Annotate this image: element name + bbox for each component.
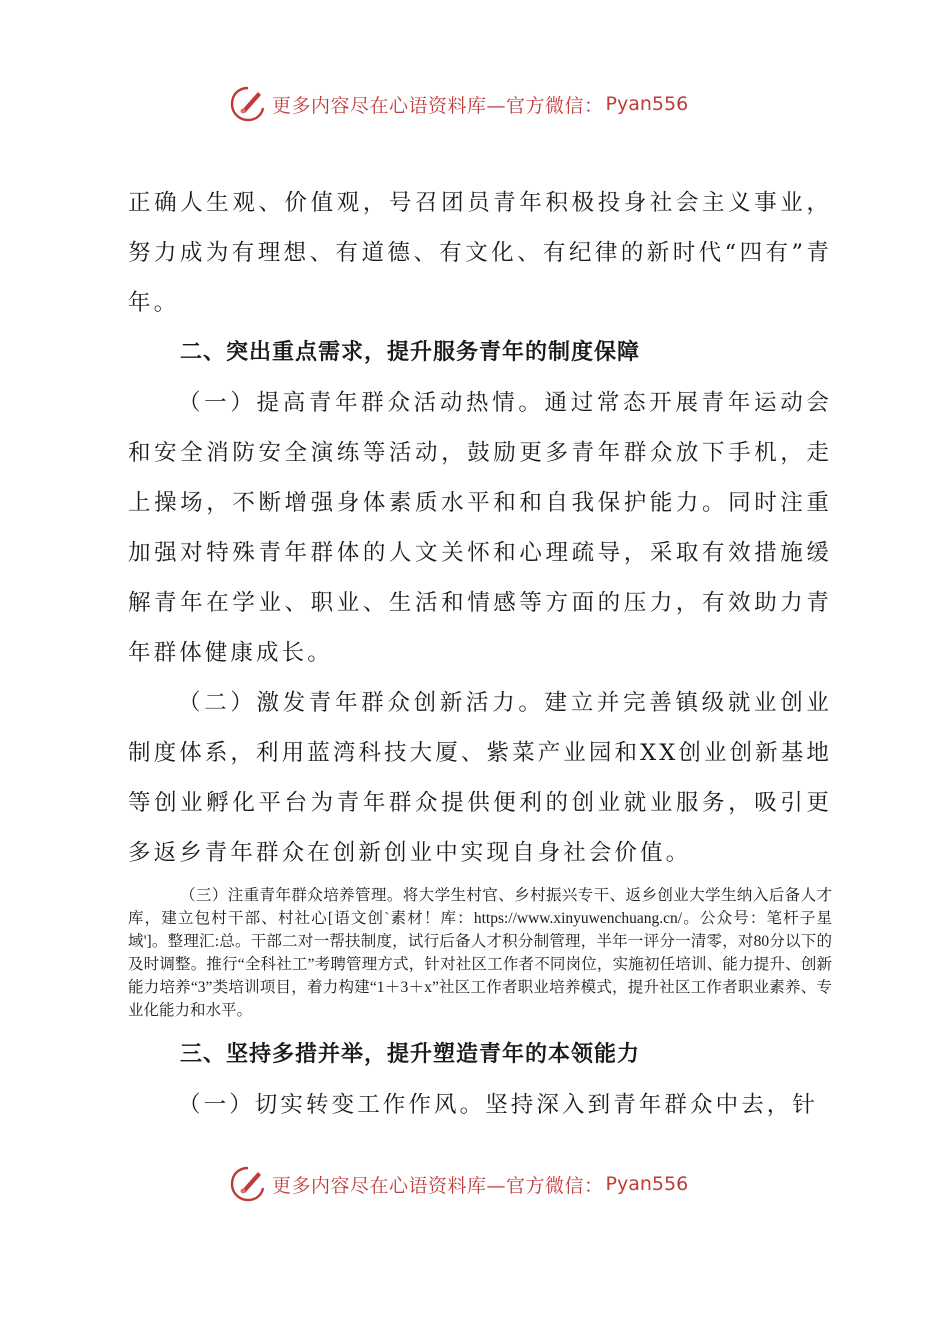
banner-text: 更多内容尽在心语资料库—官方微信：	[272, 1174, 604, 1197]
wechat-id: Pyan556	[605, 1173, 689, 1195]
section-heading-3: 三、坚持多措并举，提升塑造青年的本领能力	[180, 1042, 641, 1067]
document-body	[128, 178, 832, 1130]
pen-logo-icon	[228, 1164, 268, 1204]
paragraph-2-1: （一）提高青年群众活动热情。通过常态开展青年运动会和安全消防安全演练等活动，鼓励更多青年群众放下手机，走上操场，不断增强身体素质水平和和自我保护能力。同时注重加强对特殊青年群体的人文关怀和心理疏导，采取有效措施缓解青年在学业、职业、生活和情感等方面的压力，有效助力青年群体健康成长。	[128, 390, 832, 666]
pen-logo-icon	[228, 84, 268, 124]
paragraph-3-1: （一）切实转变工作作风。坚持深入到青年群众中去，针	[178, 1092, 819, 1118]
banner-text: 更多内容尽在心语资料库—官方微信：	[272, 94, 604, 117]
paragraph-2-3: （三）注重青年群众培养管理。将大学生村官、乡村振兴专干、返乡创业大学生纳入后备人才库，建立包村干部、村社心[语文创`素材！库：https://www.xinyuwenchuang.cn/。公众号：笔杆子星域']。整理汇:总。干部二对一帮扶制度，试行后备人才积分制管理，半年一评分一清零，对80分以下的及时调整。推行“全科社工”考聘管理方式，针对社区工作者不同岗位，实施初任培训、能力提升、创新能力培养“3”类培训项目，着力构建“1＋3＋x”社区工作者职业培养模式，提升社区工作者职业素养、专业化能力和水平。	[128, 887, 832, 1019]
section-heading-2: 二、突出重点需求，提升服务青年的制度保障	[180, 340, 641, 365]
paragraph-intro: 正确人生观、价值观，号召团员青年积极投身社会主义事业，努力成为有理想、有道德、有文化、有纪律的新时代“四有”青年。	[128, 190, 832, 316]
paragraph-2-2: （二）激发青年群众创新活力。建立并完善镇级就业创业制度体系，利用蓝湾科技大厦、紫菜产业园和XX创业创新基地等创业孵化平台为青年群众提供便利的创业就业服务，吸引更多返乡青年群众在创新创业中实现自身社会价值。	[128, 690, 832, 866]
footer-banner	[228, 1164, 688, 1204]
wechat-id: Pyan556	[605, 93, 689, 115]
header-banner	[228, 84, 688, 124]
